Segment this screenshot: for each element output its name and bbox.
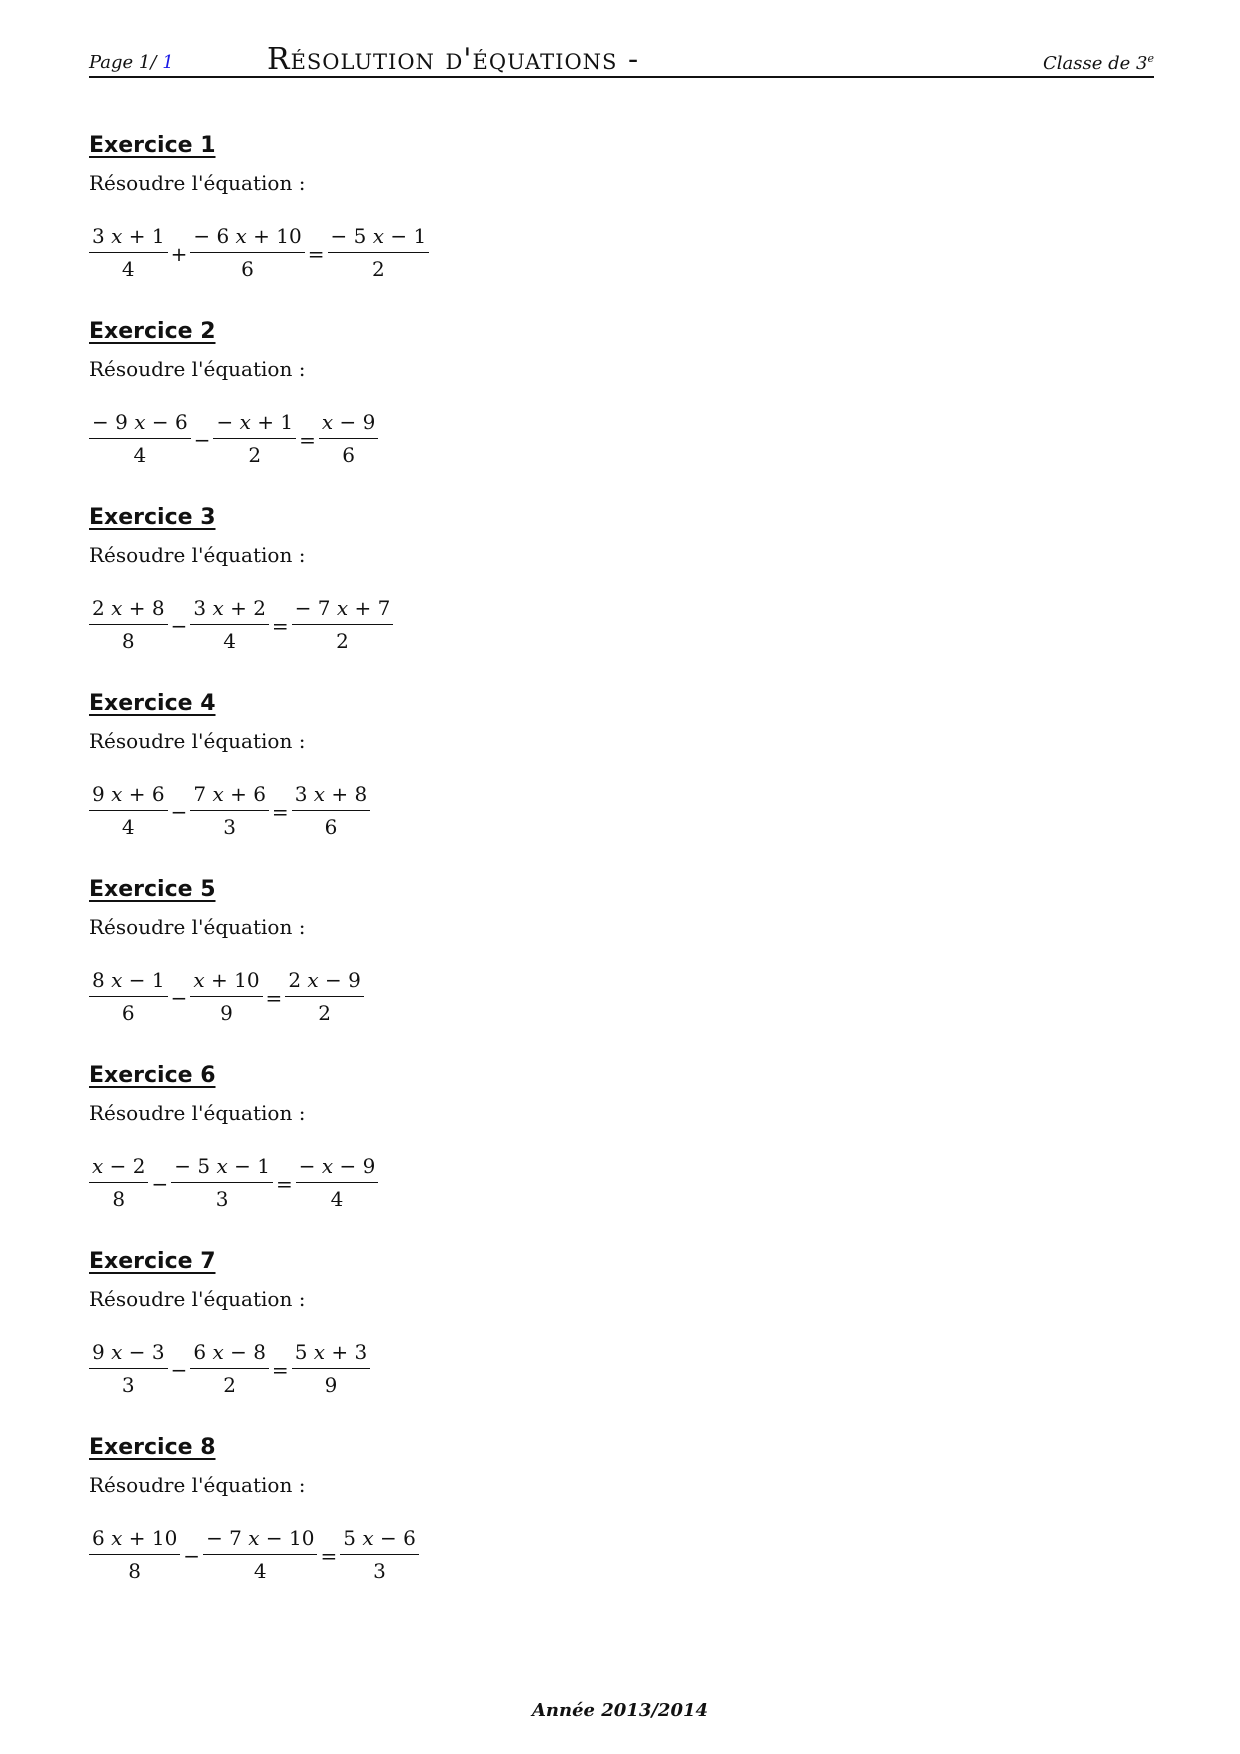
denominator: 4 — [121, 815, 135, 839]
fraction-middle — [190, 1340, 269, 1397]
numerator: − 5 x − 1 — [171, 1154, 273, 1183]
fraction-left — [89, 1340, 168, 1397]
denominator: 6 — [241, 257, 254, 281]
equation — [89, 782, 370, 839]
exercise-instruction: Résoudre l'équation : — [89, 1101, 306, 1125]
fraction-left — [89, 596, 168, 653]
fraction-middle — [171, 1154, 273, 1211]
denominator: 4 — [121, 257, 135, 281]
variable-x: x — [307, 968, 319, 992]
denominator: 8 — [128, 1559, 142, 1583]
exercise-8 — [89, 1433, 416, 1583]
exercise-6 — [89, 1061, 376, 1211]
exercise-title: Exercice 5 — [89, 877, 216, 902]
denominator: 9 — [220, 1001, 233, 1025]
exercise-instruction: Résoudre l'équation : — [89, 171, 306, 195]
exercise-3 — [89, 503, 391, 653]
fraction-middle — [203, 1526, 317, 1583]
numerator: 2 x − 9 — [285, 968, 364, 997]
denominator: 2 — [248, 443, 262, 467]
exercise-title: Exercice 3 — [89, 505, 216, 530]
exercise-title: Exercice 7 — [89, 1249, 216, 1274]
numerator: 3 x + 1 — [89, 224, 168, 253]
numerator: − 6 x + 10 — [190, 224, 304, 253]
class-label-text: Classe de 3 — [1043, 53, 1148, 74]
variable-x: x — [216, 1154, 228, 1178]
numerator: 5 x − 6 — [340, 1526, 419, 1555]
equals-sign: = — [275, 1171, 293, 1196]
variable-x: x — [111, 968, 123, 992]
fraction-right — [292, 782, 371, 839]
variable-x: x — [313, 782, 326, 806]
denominator: 6 — [342, 443, 355, 467]
exercise-1 — [89, 131, 427, 281]
exercise-instruction: Résoudre l'équation : — [89, 729, 306, 753]
exercise-4 — [89, 689, 368, 839]
numerator: 2 x + 8 — [89, 596, 168, 625]
operator: − — [183, 1543, 201, 1568]
variable-x: x — [111, 1526, 123, 1550]
equals-sign: = — [271, 1357, 289, 1382]
numerator: − 7 x − 10 — [203, 1526, 317, 1555]
variable-x: x — [92, 1154, 104, 1178]
equation — [89, 596, 393, 653]
equation — [89, 410, 378, 467]
fraction-left — [89, 1154, 148, 1211]
fraction-middle — [190, 596, 269, 653]
equation — [89, 1340, 370, 1397]
numerator: − x + 1 — [213, 410, 296, 439]
numerator: 9 x − 3 — [89, 1340, 168, 1369]
numerator: 6 x + 10 — [89, 1526, 180, 1555]
denominator: 3 — [121, 1373, 135, 1397]
variable-x: x — [111, 224, 123, 248]
variable-x: x — [248, 1526, 260, 1550]
equals-sign: = — [299, 427, 316, 452]
page-total-link[interactable]: 1 — [162, 52, 174, 73]
variable-x: x — [321, 1154, 334, 1178]
equals-sign: = — [307, 241, 325, 266]
fraction-right — [292, 596, 394, 653]
denominator: 4 — [133, 443, 147, 467]
denominator: 4 — [253, 1559, 267, 1583]
denominator: 6 — [121, 1001, 135, 1025]
denominator: 8 — [112, 1187, 126, 1211]
operator: − — [170, 985, 188, 1010]
denominator: 2 — [371, 257, 385, 281]
numerator: − 9 x − 6 — [89, 410, 191, 439]
exercise-5 — [89, 875, 361, 1025]
fraction-left — [89, 410, 191, 467]
exercise-title: Exercice 6 — [89, 1063, 216, 1088]
variable-x: x — [193, 968, 205, 992]
numerator: 6 x − 8 — [190, 1340, 269, 1369]
document-title: Résolution d'équations - — [267, 42, 640, 77]
numerator: − 7 x + 7 — [292, 596, 394, 625]
operator: − — [170, 1357, 188, 1382]
operator: − — [170, 799, 188, 824]
fraction-right — [292, 1340, 371, 1397]
operator: − — [151, 1171, 169, 1196]
fraction-middle — [213, 410, 296, 467]
fraction-right — [340, 1526, 419, 1583]
denominator: 9 — [324, 1373, 338, 1397]
class-label-sup: e — [1147, 52, 1154, 65]
equals-sign: = — [271, 613, 289, 638]
fraction-middle — [190, 782, 269, 839]
fraction-right — [285, 968, 364, 1025]
variable-x: x — [212, 596, 224, 620]
exercise-title: Exercice 1 — [89, 133, 216, 158]
denominator: 3 — [373, 1559, 386, 1583]
fraction-left — [89, 224, 168, 281]
exercise-7 — [89, 1247, 368, 1397]
fraction-left — [89, 782, 168, 839]
variable-x: x — [212, 782, 224, 806]
exercise-title: Exercice 2 — [89, 319, 216, 344]
equation — [89, 224, 429, 281]
denominator: 2 — [223, 1373, 236, 1397]
variable-x: x — [235, 224, 247, 248]
variable-x: x — [111, 782, 123, 806]
numerator: − 5 x − 1 — [328, 224, 430, 253]
exercise-instruction: Résoudre l'équation : — [89, 543, 306, 567]
variable-x: x — [313, 1340, 326, 1364]
equation — [89, 1526, 419, 1583]
exercise-title: Exercice 4 — [89, 691, 216, 716]
variable-x: x — [212, 1340, 224, 1364]
operator: − — [193, 427, 211, 452]
fraction-right — [319, 410, 378, 467]
exercise-2 — [89, 317, 376, 467]
page-number — [89, 52, 174, 73]
fraction-left — [89, 968, 168, 1025]
numerator: 8 x − 1 — [89, 968, 168, 997]
operator: + — [170, 241, 188, 266]
numerator: x − 9 — [319, 410, 378, 439]
class-label — [1043, 52, 1154, 74]
variable-x: x — [111, 1340, 123, 1364]
exercise-title: Exercice 8 — [89, 1435, 216, 1460]
denominator: 2 — [336, 629, 349, 653]
exercise-instruction: Résoudre l'équation : — [89, 1287, 306, 1311]
operator: − — [170, 613, 188, 638]
variable-x: x — [321, 410, 334, 434]
denominator: 3 — [215, 1187, 229, 1211]
fraction-middle — [190, 224, 304, 281]
equals-sign: = — [265, 985, 283, 1010]
equals-sign: = — [271, 799, 289, 824]
denominator: 2 — [318, 1001, 331, 1025]
exercise-instruction: Résoudre l'équation : — [89, 915, 306, 939]
fraction-middle — [190, 968, 262, 1025]
denominator: 4 — [223, 629, 236, 653]
exercise-instruction: Résoudre l'équation : — [89, 1473, 306, 1497]
denominator: 3 — [223, 815, 236, 839]
numerator: x − 2 — [89, 1154, 148, 1183]
numerator: 3 x + 2 — [190, 596, 269, 625]
denominator: 6 — [324, 815, 338, 839]
fraction-right — [296, 1154, 379, 1211]
fraction-left — [89, 1526, 180, 1583]
equation — [89, 1154, 378, 1211]
numerator: 7 x + 6 — [190, 782, 269, 811]
denominator: 4 — [330, 1187, 344, 1211]
fraction-right — [328, 224, 430, 281]
variable-x: x — [111, 596, 123, 620]
variable-x: x — [362, 1526, 374, 1550]
denominator: 8 — [121, 629, 135, 653]
numerator: 3 x + 8 — [292, 782, 371, 811]
equals-sign: = — [320, 1543, 338, 1568]
page-number-label: Page 1/ — [89, 52, 157, 73]
variable-x: x — [372, 224, 384, 248]
page-footer: Année 2013/2014 — [531, 1700, 709, 1721]
numerator: 5 x + 3 — [292, 1340, 371, 1369]
numerator: 9 x + 6 — [89, 782, 168, 811]
numerator: x + 10 — [190, 968, 262, 997]
variable-x: x — [134, 410, 146, 434]
equation — [89, 968, 364, 1025]
numerator: − x − 9 — [296, 1154, 379, 1183]
page-header — [89, 40, 1154, 78]
exercise-instruction: Résoudre l'équation : — [89, 357, 306, 381]
variable-x: x — [336, 596, 349, 620]
variable-x: x — [239, 410, 251, 434]
